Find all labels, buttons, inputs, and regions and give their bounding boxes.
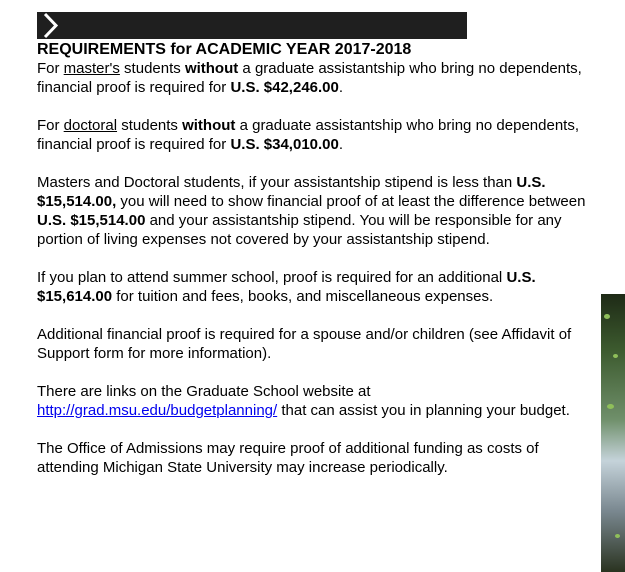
stipend-amount-2: U.S. $15,514.00 bbox=[37, 212, 146, 229]
text: . bbox=[338, 136, 344, 153]
text: Masters and Doctoral students, if your assistantship stipend is less than bbox=[37, 174, 517, 191]
text: . bbox=[338, 79, 344, 96]
text: There are links on the Graduate School website at bbox=[37, 383, 371, 400]
text: for tuition and fees, books, and miscellaneous expenses. bbox=[112, 288, 494, 305]
budget-planning-link[interactable]: http://grad.msu.edu/budgetplanning/ bbox=[37, 402, 278, 419]
stipend-paragraph bbox=[37, 173, 597, 249]
masters-amount: U.S. $42,246.00 bbox=[230, 79, 339, 96]
section-header-bar bbox=[37, 12, 467, 39]
text: that can assist you in planning your budget. bbox=[277, 402, 570, 419]
leaf-decoration bbox=[604, 314, 610, 319]
requirements-title: REQUIREMENTS for ACADEMIC YEAR 2017-2018 bbox=[37, 41, 412, 58]
chevron-right-icon bbox=[39, 12, 63, 39]
campus-photo-edge bbox=[601, 294, 625, 572]
doctoral-term: doctoral bbox=[63, 117, 118, 134]
leaf-decoration bbox=[615, 534, 620, 538]
summer-amount: U.S. $15,614.00 bbox=[37, 269, 536, 305]
text: you will need to show financial proof of at least the difference between bbox=[116, 193, 586, 210]
dependents-paragraph: Additional financial proof is required for a spouse and/or children (see Affidavit of Support form for more information). bbox=[37, 326, 572, 362]
masters-requirement-paragraph bbox=[37, 59, 597, 97]
text: and your assistantship stipend. You will be responsible for any portion of living expenses not covered by your assistantship stipend. bbox=[37, 212, 562, 248]
requirements-content bbox=[37, 40, 597, 496]
masters-term: master's bbox=[63, 60, 120, 77]
without-term: without bbox=[182, 117, 236, 134]
leaf-decoration bbox=[613, 354, 618, 358]
text: For bbox=[37, 117, 64, 134]
admissions-paragraph: The Office of Admissions may require proof of additional funding as costs of attending Michigan State University may increase periodically. bbox=[37, 440, 539, 476]
text: If you plan to attend summer school, proof is required for an additional bbox=[37, 269, 507, 286]
stipend-amount: U.S. $15,514.00, bbox=[37, 174, 546, 210]
budget-link-paragraph bbox=[37, 382, 597, 420]
text: For bbox=[37, 60, 64, 77]
text: students bbox=[117, 117, 183, 134]
leaf-decoration bbox=[607, 404, 614, 409]
text: a graduate assistantship who bring no dependents, financial proof is required for bbox=[37, 117, 579, 153]
doctoral-requirement-paragraph bbox=[37, 116, 597, 154]
doctoral-amount: U.S. $34,010.00 bbox=[230, 136, 339, 153]
summer-school-paragraph bbox=[37, 268, 597, 306]
text: students bbox=[119, 60, 185, 77]
without-term: without bbox=[184, 60, 239, 77]
text: a graduate assistantship who bring no dependents, financial proof is required for bbox=[37, 60, 582, 96]
